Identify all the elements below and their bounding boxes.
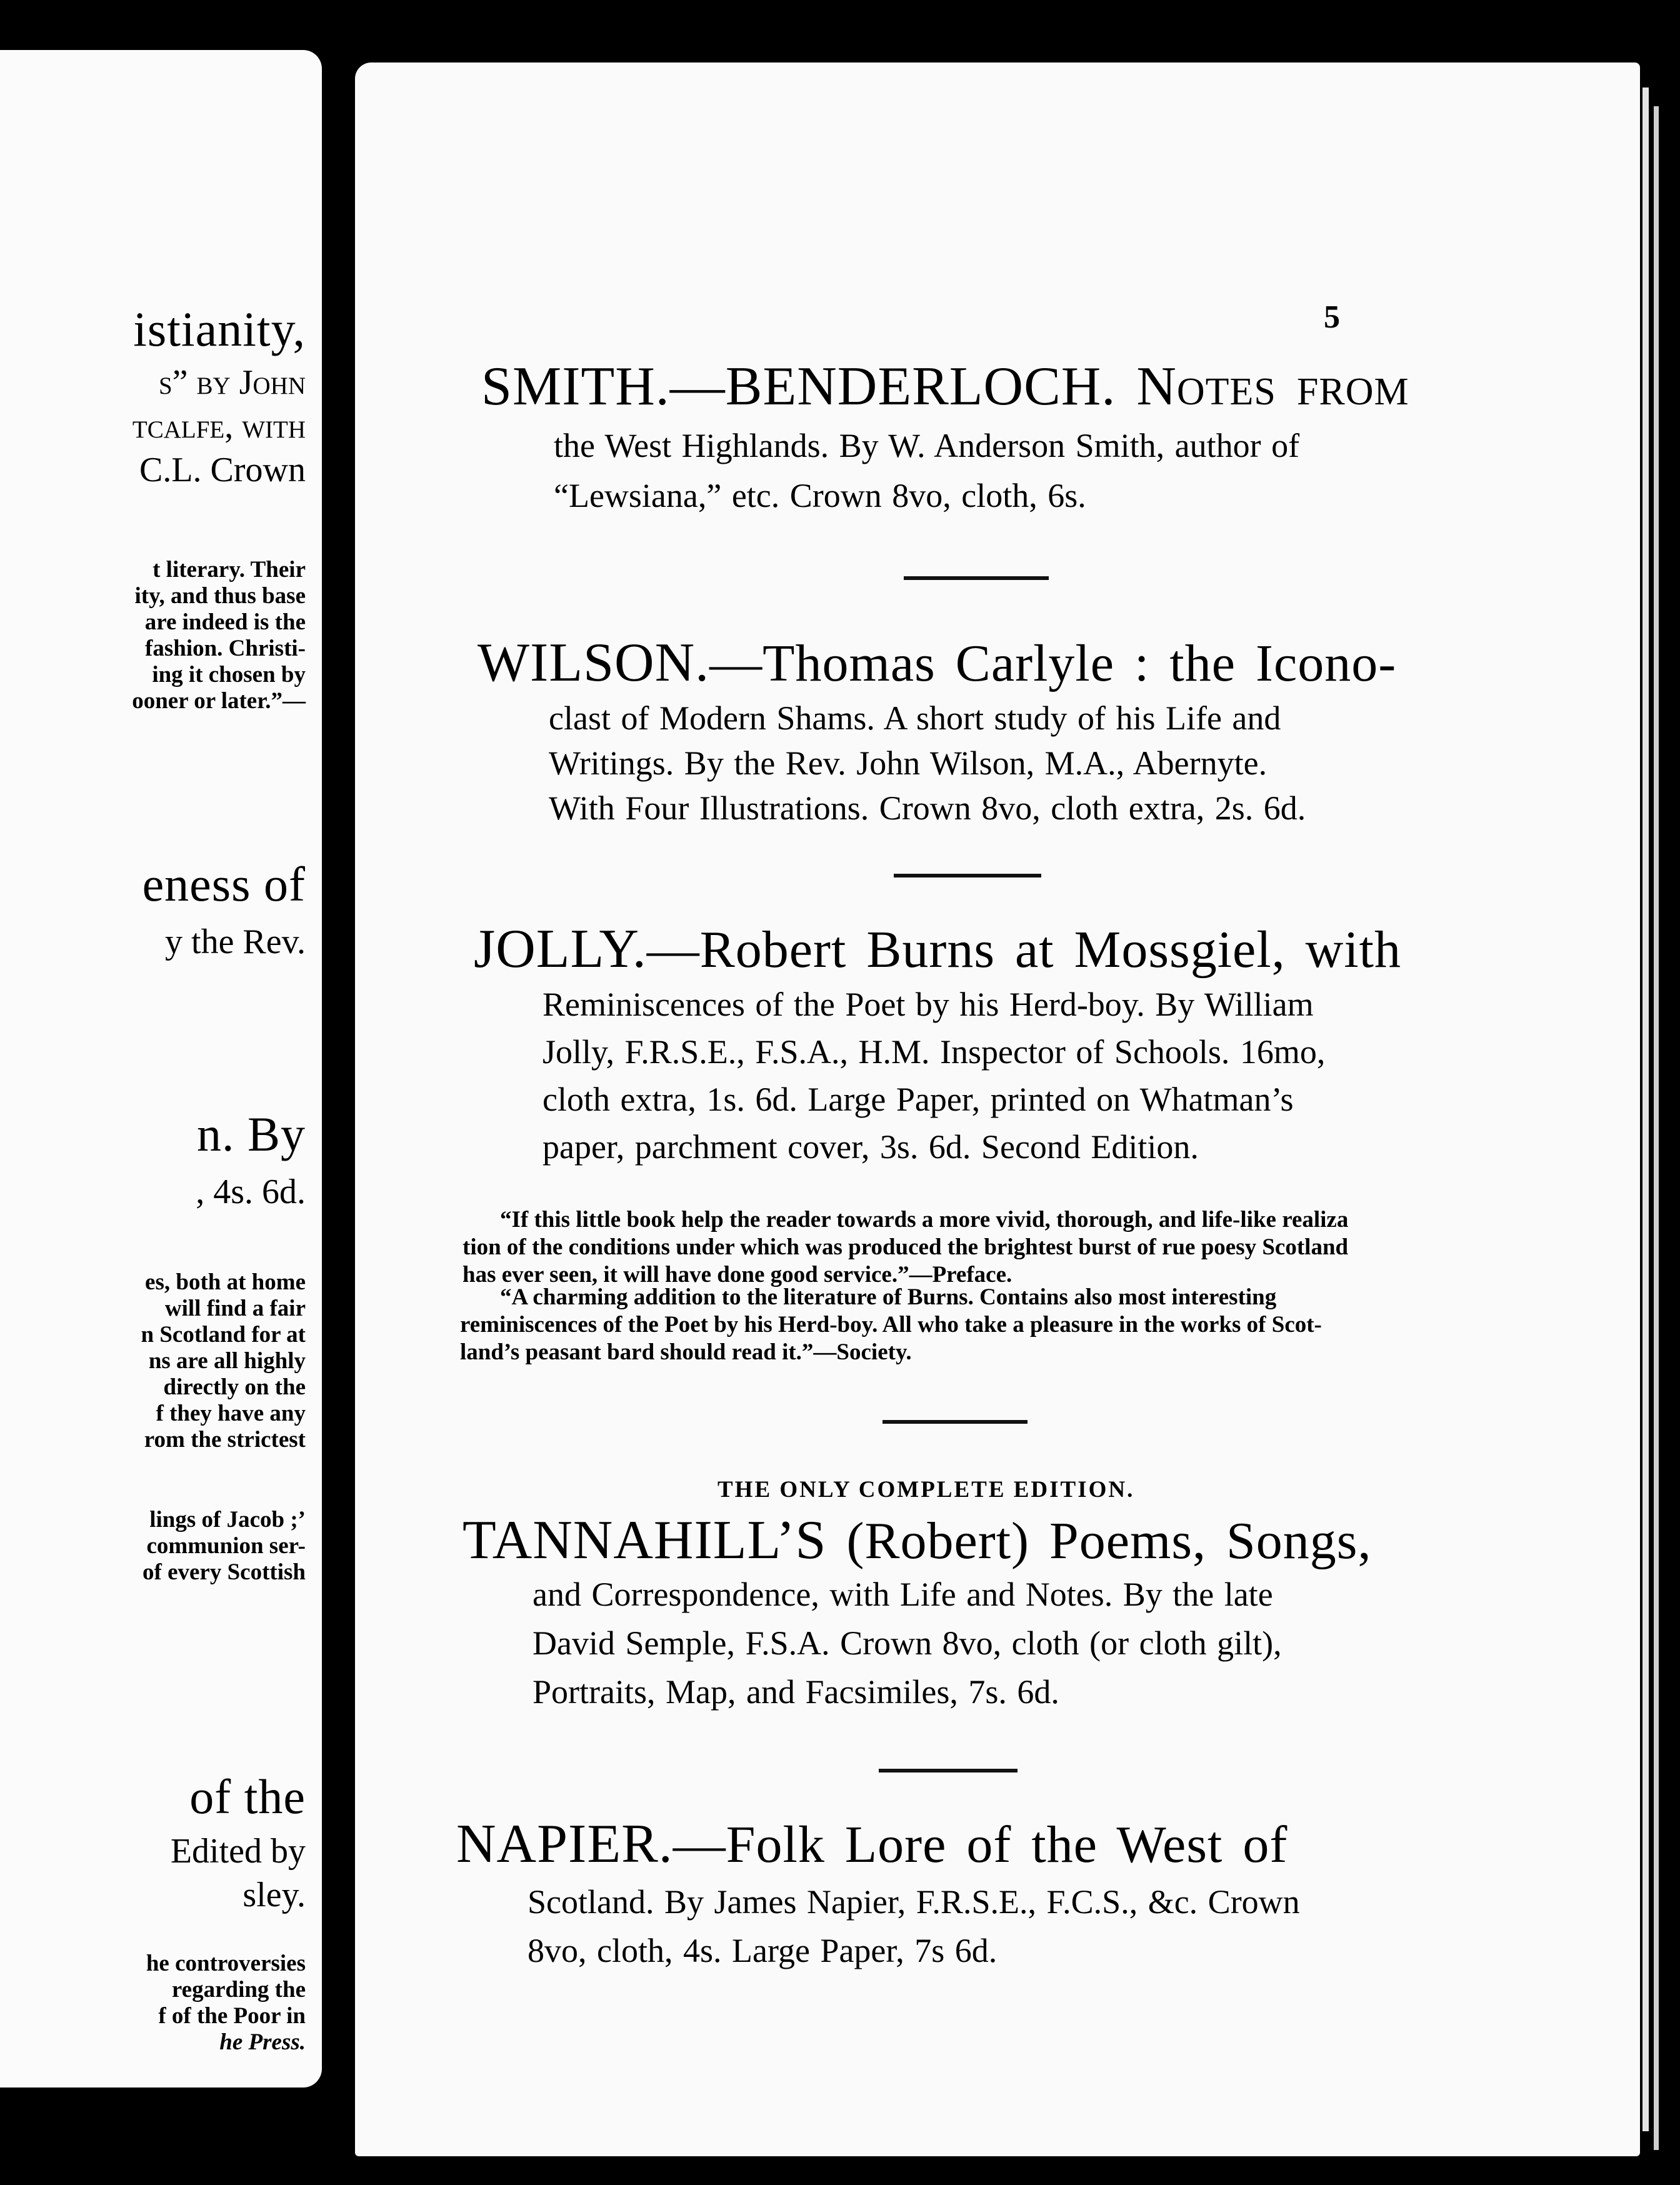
entry-text-line: 8vo, cloth, 4s. Large Paper, 7s 6d. <box>528 1932 998 1969</box>
left-text-line: eness of <box>142 857 306 911</box>
left-text-line: Edited by <box>170 1832 306 1871</box>
review-quote: land’s peasant bard should read it.”—Society. <box>460 1339 912 1365</box>
left-text-line: C.L. Crown <box>139 451 306 489</box>
entry-heading <box>474 918 1401 981</box>
entry-title: —Robert Burns at Mossgiel, with <box>646 921 1401 979</box>
entry-author: NAPIER. <box>456 1814 673 1874</box>
entry-text-line: cloth extra, 1s. 6d. Large Paper, printed on Whatman’s <box>542 1081 1294 1118</box>
review-quote: tion of the conditions under which was produced the brightest burst of rue poesy Scotland <box>462 1234 1349 1260</box>
entry-text-line: the West Highlands. By W. Anderson Smith, author of <box>554 427 1300 464</box>
left-text-line: ing it chosen by <box>152 662 306 688</box>
section-divider <box>904 576 1049 580</box>
left-text-line: of the <box>189 1769 306 1824</box>
entry-text-line: and Correspondence, with Life and Notes. By the late <box>532 1576 1273 1613</box>
left-text-line: tcalfe, with <box>132 407 306 446</box>
section-divider <box>879 1769 1018 1772</box>
entry-author: SMITH. <box>481 356 670 417</box>
left-text-line: rom the strictest <box>144 1427 306 1452</box>
left-text-line: of every Scottish <box>142 1559 306 1585</box>
entry-heading <box>456 1812 1288 1876</box>
section-divider <box>882 1420 1028 1424</box>
entry-title: (Robert) Poems, Songs, <box>826 1512 1372 1570</box>
left-text-line: ns are all highly <box>148 1348 306 1374</box>
left-text-line: f of the Poor in <box>158 2003 306 2029</box>
entry-heading <box>481 355 1409 418</box>
page-number: 5 <box>1324 299 1340 335</box>
entry-title: —Folk Lore of the West of <box>672 1816 1288 1874</box>
left-text-line: he controversies <box>146 1951 306 1976</box>
entry-text-line: clast of Modern Shams. A short study of his Life and <box>549 699 1281 737</box>
review-quote: has ever seen, it will have done good service.”—Preface. <box>462 1262 1012 1288</box>
left-text-line: n Scotland for at <box>141 1322 306 1348</box>
entry-author: TANNAHILL’S <box>462 1510 827 1571</box>
entry-text-line: Jolly, F.R.S.E., F.S.A., H.M. Inspector of Schools. 16mo, <box>542 1033 1326 1071</box>
entry-text-line: Portraits, Map, and Facsimiles, 7s. 6d. <box>532 1673 1059 1711</box>
left-text-line: regarding the <box>171 1977 306 2002</box>
entry-text-line: paper, parchment cover, 3s. 6d. Second Edition. <box>542 1128 1199 1166</box>
entry-text-line: Writings. By the Rev. John Wilson, M.A., Abernyte. <box>549 744 1268 782</box>
left-page <box>0 50 322 2088</box>
review-quote: reminiscences of the Poet by his Herd-boy. All who take a pleasure in the works of Scot- <box>460 1312 1322 1338</box>
left-text-line: he Press. <box>219 2029 306 2055</box>
page-edge <box>1654 106 1659 2150</box>
left-text-line: es, both at home <box>145 1269 306 1295</box>
left-text-line: ity, and thus base <box>134 583 306 609</box>
entry-text-line: With Four Illustrations. Crown 8vo, cloth extra, 2s. 6d. <box>549 789 1306 827</box>
right-page <box>355 62 1640 2156</box>
section-divider <box>894 874 1041 878</box>
entry-title: —Thomas Carlyle : the Icono- <box>709 634 1397 692</box>
left-text-line: istianity, <box>133 302 306 356</box>
entry-title: —BENDERLOCH. Notes from <box>669 356 1409 417</box>
left-text-line: directly on the <box>163 1374 306 1400</box>
entry-heading <box>462 1509 1371 1572</box>
left-text-line: n. By <box>196 1107 306 1161</box>
entry-author: WILSON. <box>478 632 710 693</box>
left-text-line: are indeed is the <box>144 609 306 635</box>
entry-text-line: “Lewsiana,” etc. Crown 8vo, cloth, 6s. <box>554 477 1086 514</box>
left-text-line: s” by John <box>158 363 306 402</box>
left-text-line: lings of Jacob ;’ <box>149 1507 306 1532</box>
review-quote: “A charming addition to the literature of Burns. Contains also most interesting <box>500 1284 1277 1310</box>
entry-text-line: Reminiscences of the Poet by his Herd-boy. By William <box>542 986 1314 1023</box>
left-text-line: will find a fair <box>164 1296 306 1321</box>
left-text-line: , 4s. 6d. <box>196 1172 306 1211</box>
left-text-line: ooner or later.”— <box>132 688 306 714</box>
left-text-line: f they have any <box>156 1401 306 1426</box>
left-text-line: t literary. Their <box>152 557 306 582</box>
page-edge <box>1642 88 1649 2131</box>
entry-heading <box>478 631 1396 694</box>
left-text-line: fashion. Christi- <box>145 636 306 661</box>
left-text-line: y the Rev. <box>165 922 306 961</box>
left-text-line: sley. <box>242 1876 306 1914</box>
entry-text-line: Scotland. By James Napier, F.R.S.E., F.C.S., &c. Crown <box>528 1883 1300 1921</box>
left-text-line: communion ser- <box>146 1533 306 1559</box>
review-quote: “If this little book help the reader towards a more vivid, thorough, and life-like realiza <box>500 1207 1349 1232</box>
edition-label: THE ONLY COMPLETE EDITION. <box>718 1477 1135 1502</box>
entry-text-line: David Semple, F.S.A. Crown 8vo, cloth (or cloth gilt), <box>532 1624 1282 1662</box>
entry-author: JOLLY. <box>474 919 647 979</box>
